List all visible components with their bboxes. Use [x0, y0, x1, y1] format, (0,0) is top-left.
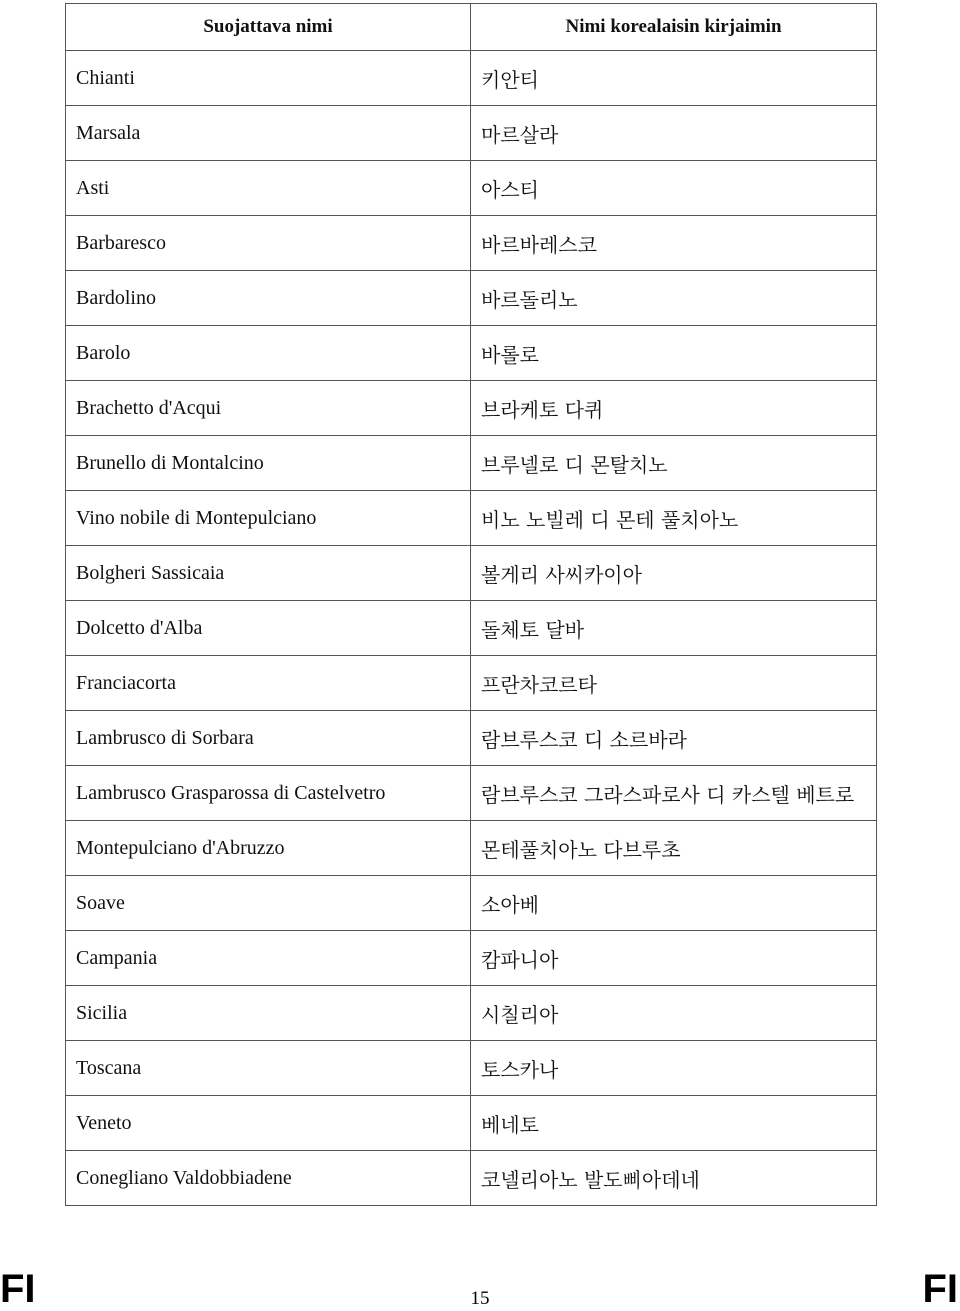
table-row — [66, 986, 877, 1041]
footer-language-code-left: FI — [0, 1267, 36, 1311]
header-protected-name: Suojattava nimi — [66, 4, 471, 51]
korean-name-cell: 소아베 — [471, 876, 877, 931]
table-row — [66, 381, 877, 436]
table-row — [66, 656, 877, 711]
protected-name-cell: Franciacorta — [66, 656, 471, 711]
table-row — [66, 601, 877, 656]
korean-name-cell: 마르살라 — [471, 106, 877, 161]
korean-name-cell: 볼게리 사씨카이아 — [471, 546, 877, 601]
protected-name-cell: Asti — [66, 161, 471, 216]
table-row — [66, 546, 877, 601]
protected-name-cell: Barbaresco — [66, 216, 471, 271]
table-row — [66, 1096, 877, 1151]
korean-name-cell: 브루넬로 디 몬탈치노 — [471, 436, 877, 491]
protected-name-cell: Barolo — [66, 326, 471, 381]
korean-name-cell: 람브루스코 디 소르바라 — [471, 711, 877, 766]
protected-name-cell: Campania — [66, 931, 471, 986]
protected-name-cell: Chianti — [66, 51, 471, 106]
protected-name-cell: Marsala — [66, 106, 471, 161]
korean-name-cell: 돌체토 달바 — [471, 601, 877, 656]
table-row — [66, 326, 877, 381]
table-row — [66, 1151, 877, 1206]
protected-name-cell: Bolgheri Sassicaia — [66, 546, 471, 601]
protected-name-cell: Montepulciano d'Abruzzo — [66, 821, 471, 876]
protected-name-cell: Toscana — [66, 1041, 471, 1096]
korean-name-cell: 바르바레스코 — [471, 216, 877, 271]
korean-name-cell: 키안티 — [471, 51, 877, 106]
korean-name-cell: 토스카나 — [471, 1041, 877, 1096]
protected-name-cell: Brunello di Montalcino — [66, 436, 471, 491]
protected-name-cell: Conegliano Valdobbiadene — [66, 1151, 471, 1206]
table-row — [66, 216, 877, 271]
table-row — [66, 51, 877, 106]
korean-name-cell: 아스티 — [471, 161, 877, 216]
korean-name-cell: 코넬리아노 발도삐아데네 — [471, 1151, 877, 1206]
table-row — [66, 876, 877, 931]
protected-name-cell: Soave — [66, 876, 471, 931]
table-row — [66, 106, 877, 161]
table-body — [66, 51, 877, 1206]
table-row — [66, 1041, 877, 1096]
table-row — [66, 711, 877, 766]
korean-name-cell: 캄파니아 — [471, 931, 877, 986]
table-row — [66, 931, 877, 986]
protected-name-cell: Veneto — [66, 1096, 471, 1151]
page-number: 15 — [470, 1288, 490, 1309]
korean-name-cell: 베네토 — [471, 1096, 877, 1151]
table-row — [66, 491, 877, 546]
korean-name-cell: 람브루스코 그라스파로사 디 카스텔 베트로 — [471, 766, 877, 821]
protected-name-cell: Lambrusco di Sorbara — [66, 711, 471, 766]
protected-name-cell: Lambrusco Grasparossa di Castelvetro — [66, 766, 471, 821]
korean-name-cell: 프란차코르타 — [471, 656, 877, 711]
protected-name-cell: Vino nobile di Montepulciano — [66, 491, 471, 546]
protected-name-cell: Dolcetto d'Alba — [66, 601, 471, 656]
table-row — [66, 766, 877, 821]
table-row — [66, 161, 877, 216]
footer-language-code-right: FI — [922, 1267, 958, 1311]
names-table — [65, 3, 877, 1206]
header-korean-name: Nimi korealaisin kirjaimin — [471, 4, 877, 51]
korean-name-cell: 시칠리아 — [471, 986, 877, 1041]
table-row — [66, 436, 877, 491]
table-row — [66, 821, 877, 876]
korean-name-cell: 비노 노빌레 디 몬테 풀치아노 — [471, 491, 877, 546]
table-header-row — [66, 4, 877, 51]
protected-name-cell: Brachetto d'Acqui — [66, 381, 471, 436]
korean-name-cell: 몬테풀치아노 다브루초 — [471, 821, 877, 876]
korean-name-cell: 바르돌리노 — [471, 271, 877, 326]
table-row — [66, 271, 877, 326]
protected-name-cell: Bardolino — [66, 271, 471, 326]
protected-name-cell: Sicilia — [66, 986, 471, 1041]
korean-name-cell: 바롤로 — [471, 326, 877, 381]
korean-name-cell: 브라케토 다퀴 — [471, 381, 877, 436]
